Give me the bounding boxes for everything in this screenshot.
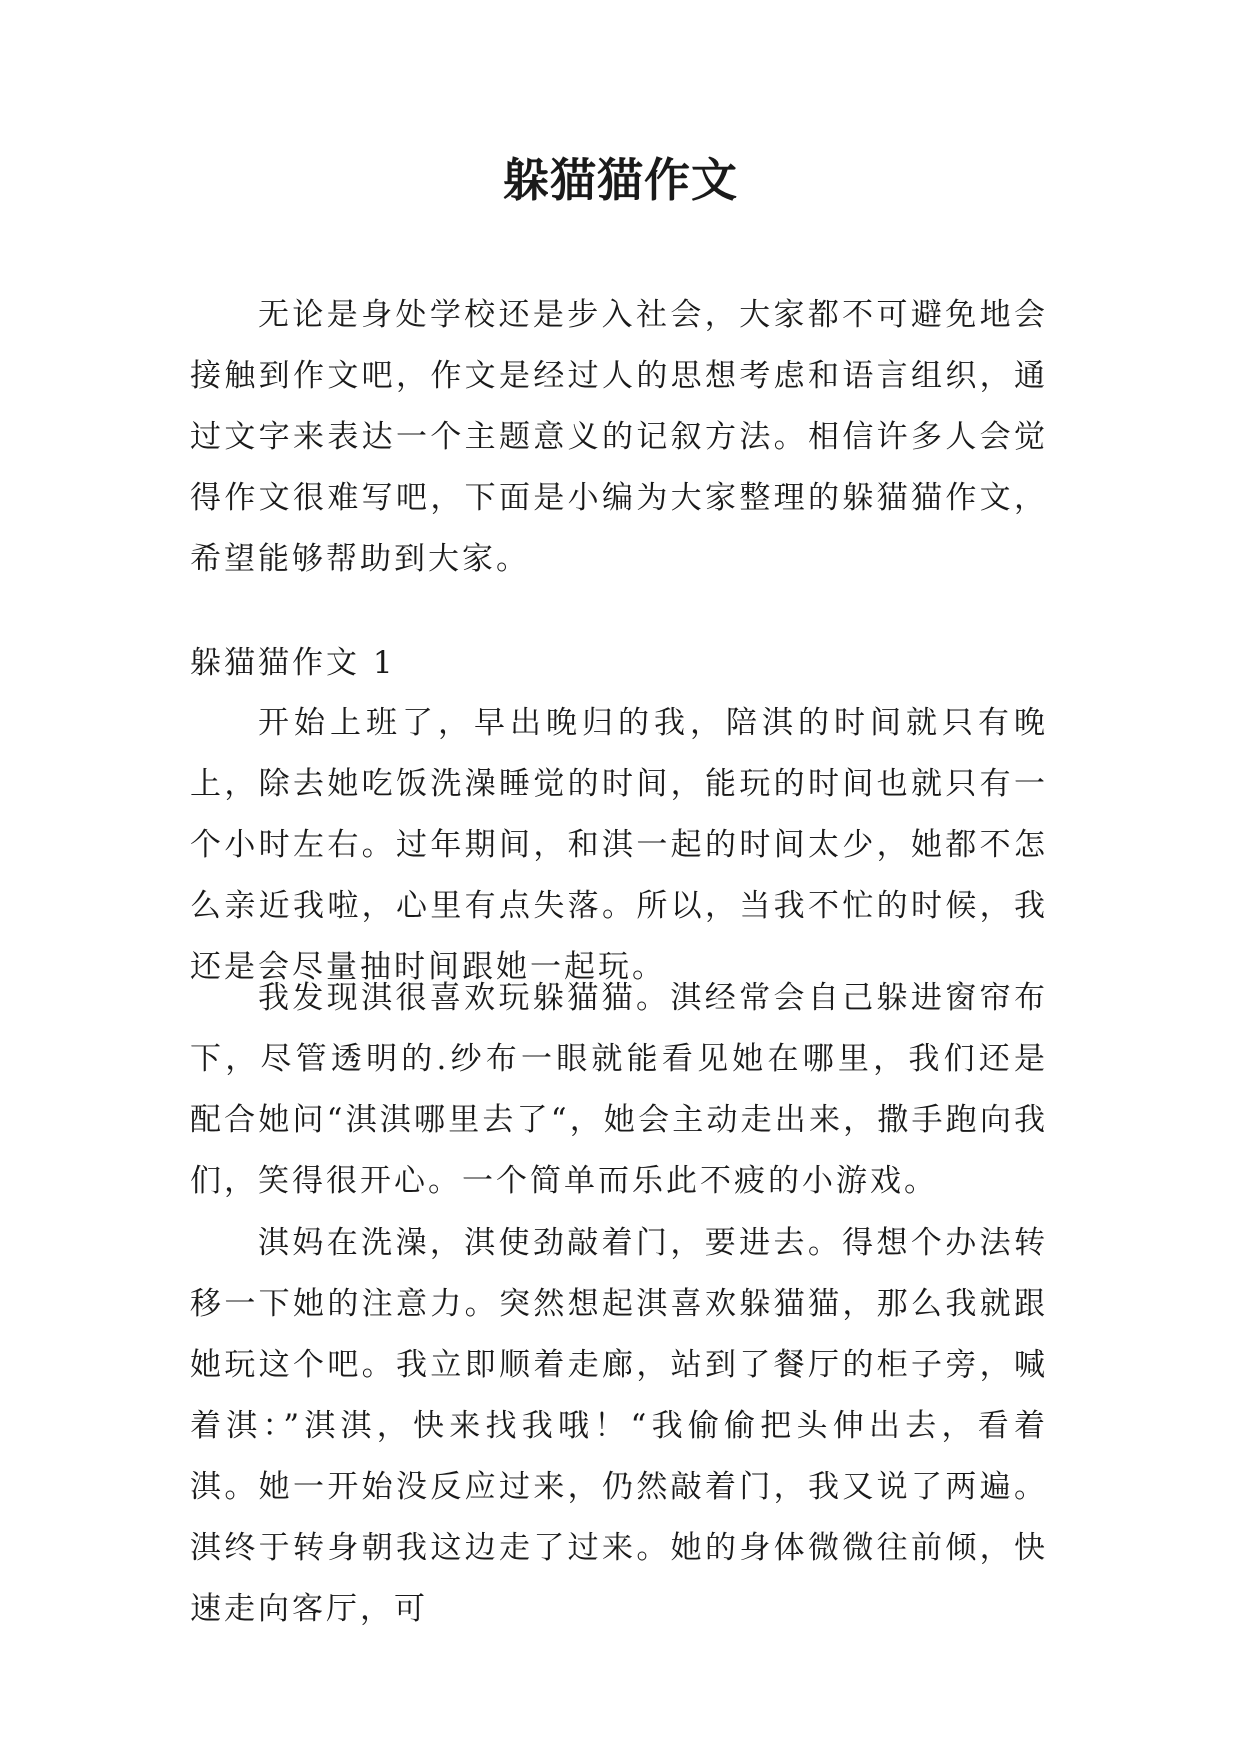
section-heading: 躲猫猫作文 1 (190, 645, 396, 681)
body-paragraph-2: 我发现淇很喜欢玩躲猫猫。淇经常会自己躲进窗帘布下，尽管透明的.纱布一眼就能看见她在哪里，我们还是配合她问“淇淇哪里去了“，她会主动走出来，撒手跑向我们，笑得很开心。一个简单而乐此不疲的小游戏。 (190, 980, 1048, 1199)
body-paragraph-1: 开始上班了，早出晚归的我，陪淇的时间就只有晚上，除去她吃饭洗澡睡觉的时间，能玩的时间也就只有一个小时左右。过年期间，和淇一起的时间太少，她都不怎么亲近我啦，心里有点失落。所以，当我不忙的时候，我还是会尽量抽时间跟她一起玩。 (190, 705, 1048, 985)
document-title: 躲猫猫作文 (503, 153, 738, 207)
body-paragraph-3: 淇妈在洗澡，淇使劲敲着门，要进去。得想个办法转移一下她的注意力。突然想起淇喜欢躲猫猫，那么我就跟她玩这个吧。我立即顺着走廊，站到了餐厅的柜子旁，喊着淇：”淇淇，快来找我哦！“我偷偷把头伸出去，看着淇。她一开始没反应过来，仍然敲着门，我又说了两遍。淇终于转身朝我这边走了过来。她的身体微微往前倾，快速走向客厅，可 (190, 1225, 1048, 1627)
intro-paragraph: 无论是身处学校还是步入社会，大家都不可避免地会接触到作文吧，作文是经过人的思想考虑和语言组织，通过文字来表达一个主题意义的记叙方法。相信许多人会觉得作文很难写吧，下面是小编为大家整理的躲猫猫作文，希望能够帮助到大家。 (190, 297, 1048, 577)
